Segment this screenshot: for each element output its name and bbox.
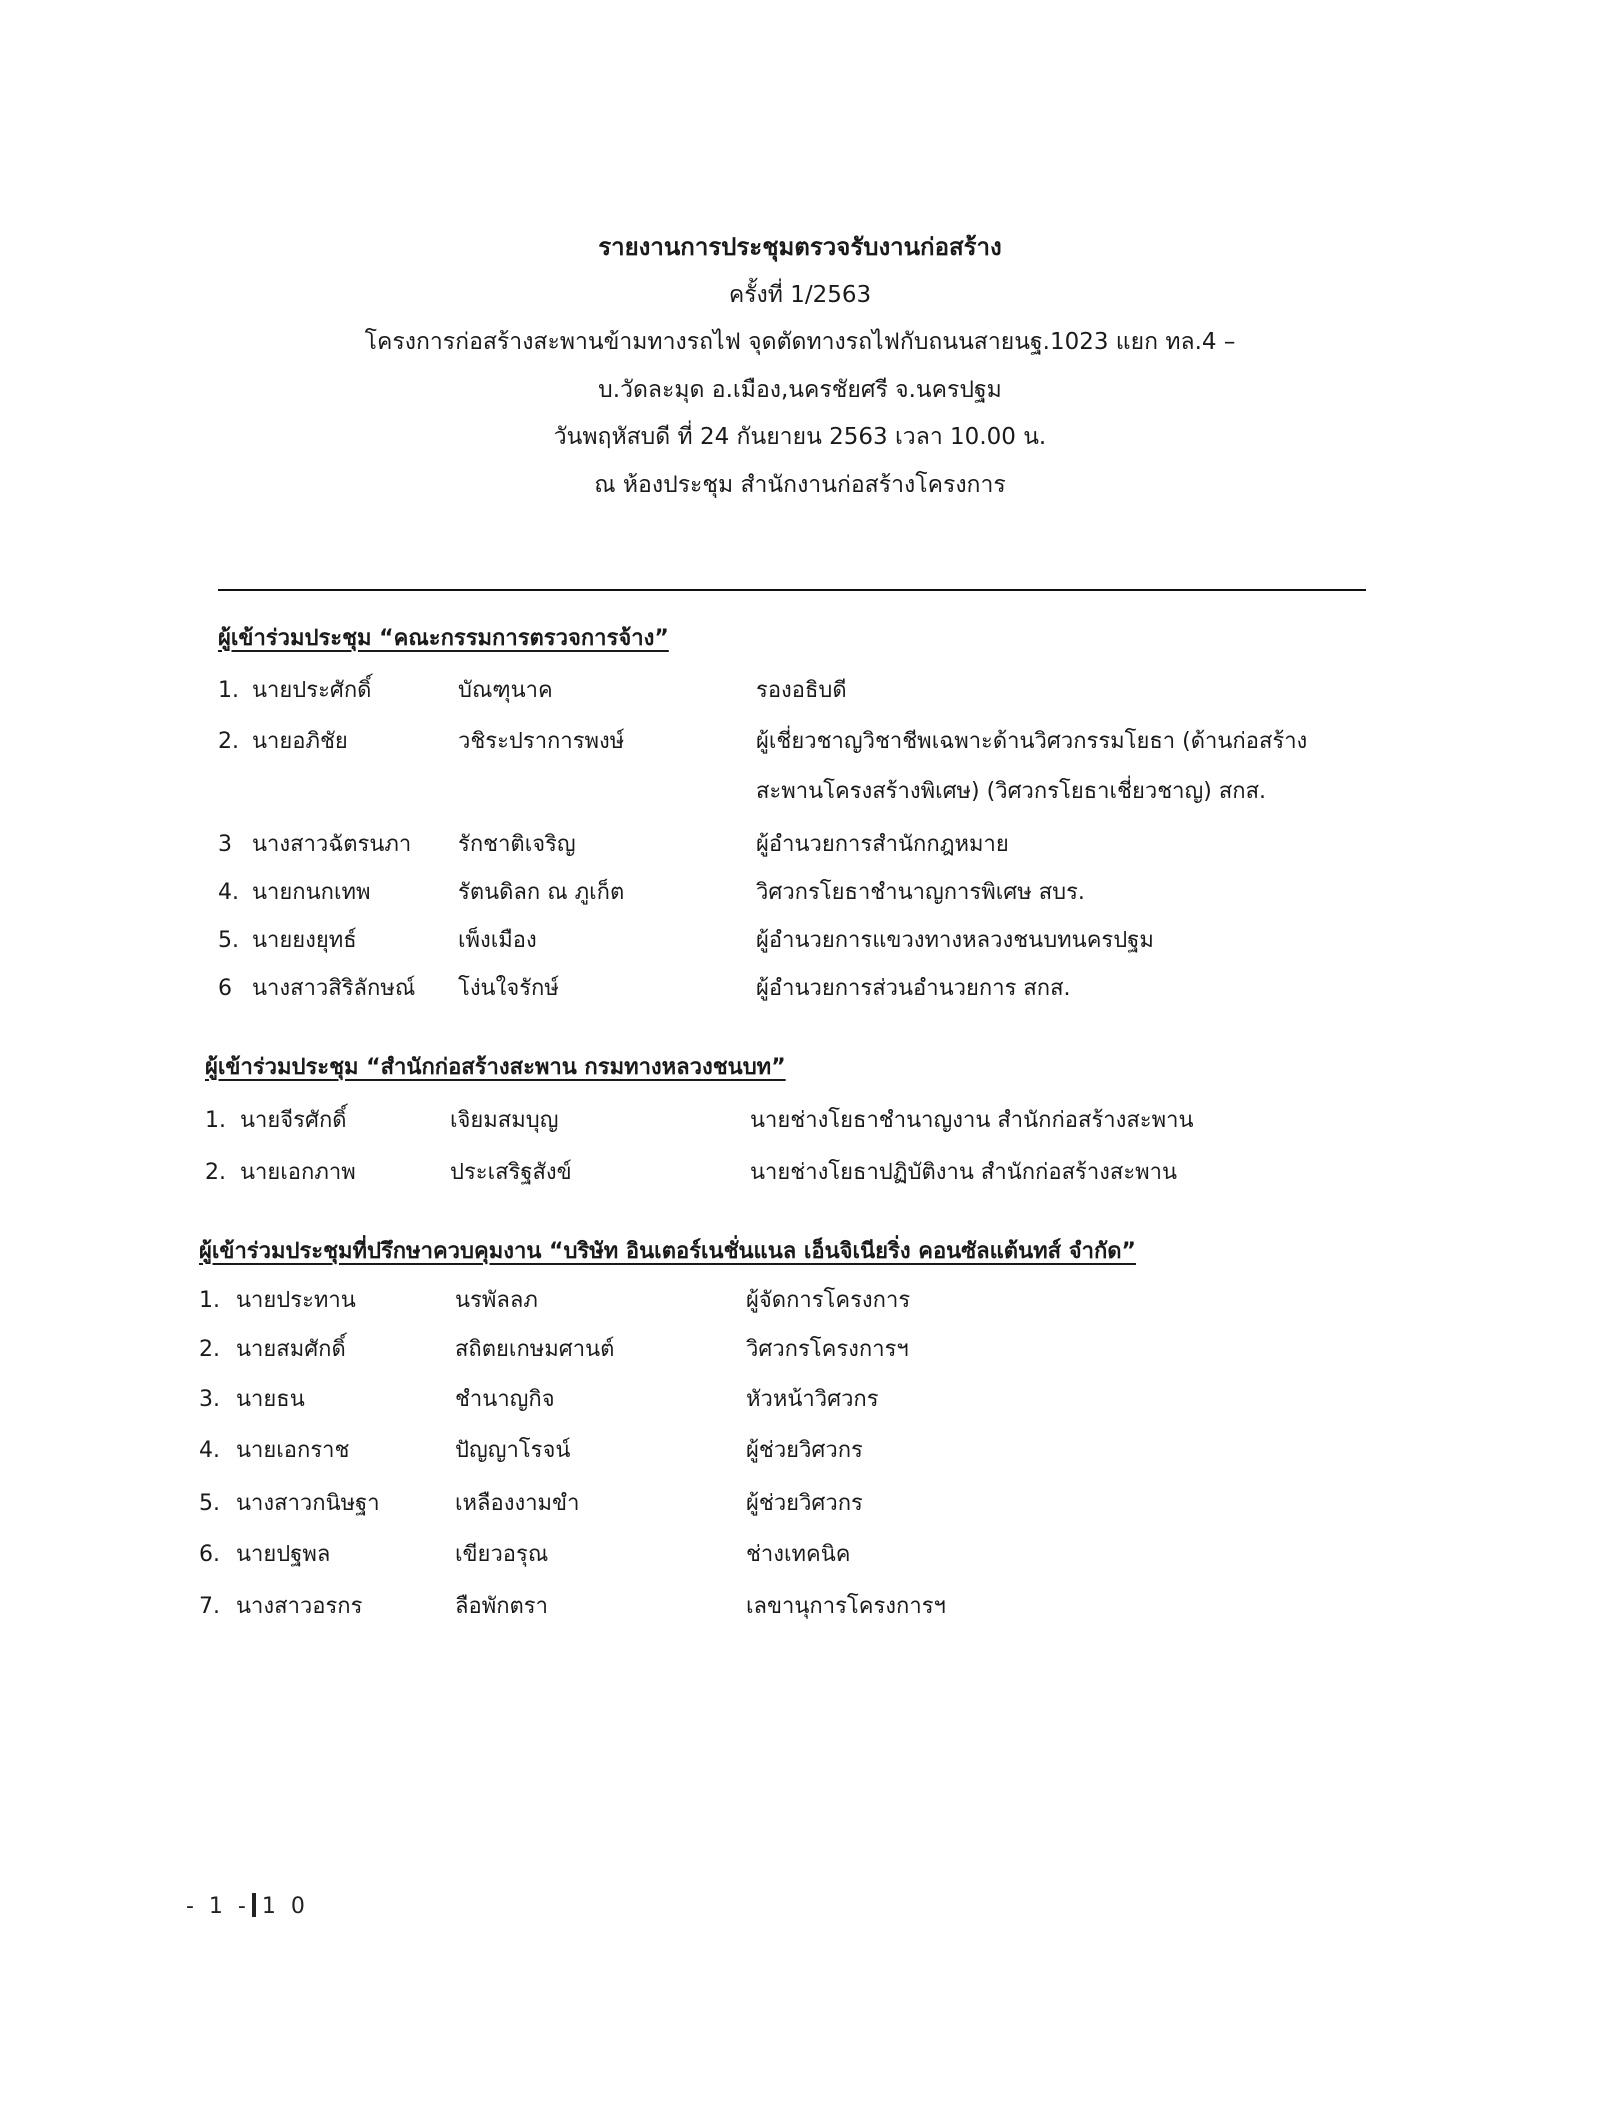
attendee-position: ผู้จัดการโครงการ: [746, 1288, 911, 1313]
attendee-row: [0, 974, 1600, 1014]
attendee-row: [0, 1335, 1600, 1375]
attendee-position: วิศวกรโครงการฯ: [746, 1337, 909, 1362]
attendee-row: [0, 727, 1600, 817]
attendee-last-name: เพ็งเมือง: [458, 928, 537, 953]
attendee-last-name: ลือพักตรา: [455, 1594, 548, 1619]
attendee-number: 5.: [199, 1491, 220, 1516]
attendee-number: 4.: [199, 1438, 220, 1463]
attendee-last-name: ชำนาญกิจ: [455, 1387, 555, 1412]
attendee-last-name: รักชาติเจริญ: [458, 832, 576, 857]
attendee-last-name: เหลืองงามขำ: [455, 1491, 580, 1516]
attendee-row: [0, 1286, 1600, 1326]
attendee-first-name: นางสาวอรกร: [236, 1594, 363, 1619]
attendee-row: [0, 1158, 1600, 1198]
page-number-current: - 1 -: [186, 1894, 250, 1919]
attendee-position: นายช่างโยธาชำนาญงาน สำนักก่อสร้างสะพาน: [750, 1108, 1194, 1133]
attendee-number: 4.: [218, 880, 239, 905]
attendee-number: 7.: [199, 1594, 220, 1619]
attendee-number: 3: [218, 832, 232, 857]
meeting-session: ครั้งที่ 1/2563: [728, 281, 872, 308]
attendee-first-name: นางสาวฉัตรนภา: [252, 832, 412, 857]
attendee-last-name: ปัญญาโรจน์: [455, 1438, 571, 1463]
attendee-first-name: นายธน: [236, 1387, 305, 1412]
attendee-last-name: วชิระปราการพงษ์: [458, 729, 625, 754]
attendee-position: วิศวกรโยธาชำนาญการพิเศษ สบร.: [756, 880, 1085, 905]
section-heading-committee: ผู้เข้าร่วมประชุม “คณะกรรมการตรวจการจ้าง”: [218, 626, 669, 651]
attendee-number: 3.: [199, 1387, 220, 1412]
attendee-number: 1.: [199, 1288, 220, 1313]
attendee-row: [0, 926, 1600, 966]
attendee-position: หัวหน้าวิศวกร: [746, 1387, 879, 1412]
page-separator: [252, 1893, 256, 1917]
attendee-row: [0, 1592, 1600, 1632]
document-header: [0, 232, 1600, 517]
attendee-first-name: นางสาวกนิษฐา: [236, 1491, 380, 1516]
attendee-row: [0, 1540, 1600, 1580]
attendee-number: 1.: [218, 678, 239, 703]
attendee-position: ผู้ช่วยวิศวกร: [746, 1438, 863, 1463]
attendee-number: 2.: [199, 1337, 220, 1362]
attendee-row: [0, 1106, 1600, 1146]
project-name-line-1: โครงการก่อสร้างสะพานข้ามทางรถไฟ จุดตัดทางรถไฟกับถนนสายนฐ.1023 แยก ทล.4 –: [364, 329, 1236, 355]
attendee-position-continued: สะพานโครงสร้างพิเศษ) (วิศวกรโยธาเชี่ยวชาญ) สกส.: [756, 779, 1266, 804]
attendee-first-name: นายอภิชัย: [252, 729, 348, 754]
page-number: [186, 1893, 309, 1919]
attendee-last-name: สถิตยเกษมศานต์: [455, 1337, 615, 1362]
attendee-position: ผู้ช่วยวิศวกร: [746, 1491, 863, 1516]
attendee-row: [0, 1436, 1600, 1476]
attendee-first-name: นายเอกราช: [236, 1438, 350, 1463]
attendee-position: ช่างเทคนิค: [746, 1542, 851, 1567]
attendee-first-name: นายประศักดิ์: [252, 678, 372, 703]
attendee-row: [0, 830, 1600, 870]
attendee-last-name: นรพัลลภ: [455, 1288, 538, 1313]
section-heading-bridge-bureau: ผู้เข้าร่วมประชุม “สำนักก่อสร้างสะพาน กรมทางหลวงชนบท”: [205, 1055, 786, 1080]
attendee-row: [0, 676, 1600, 716]
attendee-position: ผู้อำนวยการแขวงทางหลวงชนบทนครปฐม: [756, 928, 1154, 953]
attendee-first-name: นายสมศักดิ์: [236, 1337, 346, 1362]
attendee-number: 1.: [205, 1108, 226, 1133]
attendee-number: 5.: [218, 928, 239, 953]
attendee-row: [0, 1489, 1600, 1529]
attendee-first-name: นายยงยุทธ์: [252, 928, 357, 953]
attendee-position: ผู้อำนวยการส่วนอำนวยการ สกส.: [756, 976, 1071, 1001]
attendee-first-name: นายประทาน: [236, 1288, 356, 1313]
attendee-position: ผู้เชี่ยวชาญวิชาชีพเฉพาะด้านวิศวกรรมโยธา (ด้านก่อสร้าง: [756, 729, 1308, 754]
attendee-last-name: ประเสริฐสังข์: [450, 1160, 572, 1185]
project-name-line-2: บ.วัดละมุด อ.เมือง,นครชัยศรี จ.นครปฐม: [598, 376, 1002, 403]
page-number-total: 1 0: [261, 1894, 309, 1919]
meeting-venue: ณ ห้องประชุม สำนักงานก่อสร้างโครงการ: [594, 471, 1006, 498]
attendee-first-name: นายเอกภาพ: [240, 1160, 356, 1185]
attendee-number: 6.: [199, 1542, 220, 1567]
attendee-last-name: เขียวอรุณ: [455, 1542, 549, 1567]
section-heading-consultant: ผู้เข้าร่วมประชุมที่ปรึกษาควบคุมงาน “บริษัท อินเตอร์เนชั่นแนล เอ็นจิเนียริ่ง คอนซัลแต้นทส์ จำกัด”: [199, 1239, 1137, 1264]
document-title: รายงานการประชุมตรวจรับงานก่อสร้าง: [598, 233, 1002, 261]
attendee-first-name: นายกนกเทพ: [252, 880, 371, 905]
meeting-datetime: วันพฤหัสบดี ที่ 24 กันยายน 2563 เวลา 10.00 น.: [553, 424, 1047, 450]
attendee-position: เลขานุการโครงการฯ: [746, 1594, 946, 1619]
attendee-first-name: นายปฐพล: [236, 1542, 331, 1567]
attendee-first-name: นายจีรศักดิ์: [240, 1108, 347, 1133]
attendee-last-name: รัตนดิลก ณ ภูเก็ต: [458, 880, 625, 905]
attendee-last-name: เจิยมสมบุญ: [450, 1108, 559, 1133]
attendee-last-name: โง่นใจรักษ์: [458, 976, 559, 1001]
attendee-last-name: บัณฑุนาค: [458, 678, 553, 703]
attendee-number: 2.: [218, 729, 239, 754]
attendee-position: นายช่างโยธาปฏิบัติงาน สำนักก่อสร้างสะพาน: [750, 1160, 1178, 1185]
attendee-position: ผู้อำนวยการสำนักกฎหมาย: [756, 832, 1009, 857]
attendee-row: [0, 1385, 1600, 1425]
attendee-number: 6: [218, 976, 232, 1001]
attendee-row: [0, 878, 1600, 918]
header-divider: [218, 589, 1366, 591]
attendee-first-name: นางสาวสิริลักษณ์: [252, 976, 416, 1001]
attendee-position: รองอธิบดี: [756, 678, 847, 703]
attendee-number: 2.: [205, 1160, 226, 1185]
